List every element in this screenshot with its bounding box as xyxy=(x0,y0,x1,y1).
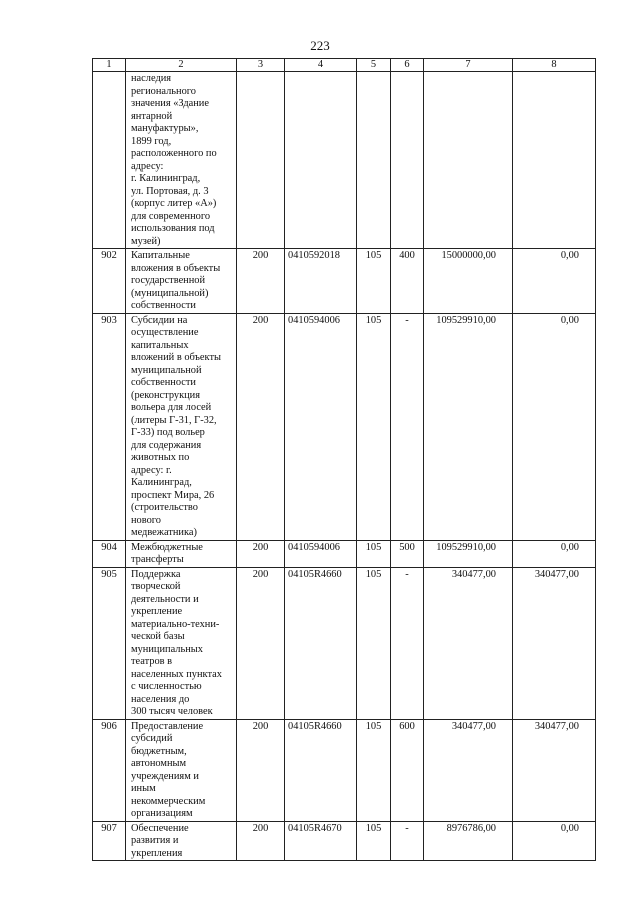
expense-type-cell xyxy=(391,72,424,249)
section-code-cell: 105 xyxy=(357,313,391,540)
expense-type-cell: - xyxy=(391,313,424,540)
amount-cell xyxy=(424,72,513,249)
amount-cell: 0,00 xyxy=(513,540,596,567)
target-code-cell: 0410594006 xyxy=(285,313,357,540)
column-header-row xyxy=(93,59,596,72)
row-number-cell: 907 xyxy=(93,821,126,861)
column-header: 8 xyxy=(513,59,596,72)
code-cell: 200 xyxy=(237,540,285,567)
row-number-cell: 906 xyxy=(93,719,126,821)
item-name-cell: Поддержка творческой деятельности и укрепление материально-техни- ческой базы муниципальных театров в населенных пунктах с численностью населения до 300 тысяч человек xyxy=(126,567,237,719)
target-code-cell: 04105R4660 xyxy=(285,719,357,821)
expense-type-cell: - xyxy=(391,567,424,719)
amount-cell: 340477,00 xyxy=(513,719,596,821)
code-cell: 200 xyxy=(237,313,285,540)
budget-table xyxy=(92,58,596,861)
amount-cell: 340477,00 xyxy=(424,719,513,821)
row-number-cell: 903 xyxy=(93,313,126,540)
section-code-cell: 105 xyxy=(357,540,391,567)
table-row xyxy=(93,821,596,861)
column-header: 1 xyxy=(93,59,126,72)
code-cell: 200 xyxy=(237,567,285,719)
amount-cell: 109529910,00 xyxy=(424,540,513,567)
amount-cell: 340477,00 xyxy=(513,567,596,719)
item-name-cell: Предоставление субсидий бюджетным, автономным учреждениям и иным некоммерческим организациям xyxy=(126,719,237,821)
section-code-cell xyxy=(357,72,391,249)
column-header: 5 xyxy=(357,59,391,72)
amount-cell: 0,00 xyxy=(513,249,596,314)
row-number-cell xyxy=(93,72,126,249)
amount-cell: 15000000,00 xyxy=(424,249,513,314)
amount-cell: 109529910,00 xyxy=(424,313,513,540)
column-header: 4 xyxy=(285,59,357,72)
item-name-cell: Субсидии на осуществление капитальных вложений в объекты муниципальной собственности (реконструкция вольера для лосей (литеры Г-31, Г-32, Г-33) под вольер для содержания животных по адресу: г. Калининград, проспект Мира, 26 (строительство нового медвежатника) xyxy=(126,313,237,540)
item-name-cell: наследия регионального значения «Здание янтарной мануфактуры», 1899 год, расположенного по адресу: г. Калининград, ул. Портовая, д. 3 (корпус литер «А») для современного использования под музей) xyxy=(126,72,237,249)
column-header: 6 xyxy=(391,59,424,72)
table-row xyxy=(93,313,596,540)
target-code-cell: 0410594006 xyxy=(285,540,357,567)
amount-cell: 340477,00 xyxy=(424,567,513,719)
item-name-cell: Межбюджетные трансферты xyxy=(126,540,237,567)
target-code-cell: 0410592018 xyxy=(285,249,357,314)
table-row xyxy=(93,540,596,567)
row-number-cell: 902 xyxy=(93,249,126,314)
section-code-cell: 105 xyxy=(357,821,391,861)
expense-type-cell: 600 xyxy=(391,719,424,821)
table-row xyxy=(93,567,596,719)
column-header: 7 xyxy=(424,59,513,72)
code-cell: 200 xyxy=(237,719,285,821)
expense-type-cell: - xyxy=(391,821,424,861)
column-header: 3 xyxy=(237,59,285,72)
table-row xyxy=(93,719,596,821)
code-cell xyxy=(237,72,285,249)
item-name-cell: Обеспечение развития и укрепления xyxy=(126,821,237,861)
target-code-cell: 04105R4660 xyxy=(285,567,357,719)
section-code-cell: 105 xyxy=(357,719,391,821)
table-row xyxy=(93,249,596,314)
page-number: 223 xyxy=(310,38,330,53)
amount-cell: 8976786,00 xyxy=(424,821,513,861)
amount-cell: 0,00 xyxy=(513,313,596,540)
expense-type-cell: 400 xyxy=(391,249,424,314)
table-row xyxy=(93,72,596,249)
target-code-cell xyxy=(285,72,357,249)
item-name-cell: Капитальные вложения в объекты государственной (муниципальной) собственности xyxy=(126,249,237,314)
row-number-cell: 905 xyxy=(93,567,126,719)
row-number-cell: 904 xyxy=(93,540,126,567)
amount-cell xyxy=(513,72,596,249)
code-cell: 200 xyxy=(237,821,285,861)
amount-cell: 0,00 xyxy=(513,821,596,861)
code-cell: 200 xyxy=(237,249,285,314)
target-code-cell: 04105R4670 xyxy=(285,821,357,861)
column-header: 2 xyxy=(126,59,237,72)
expense-type-cell: 500 xyxy=(391,540,424,567)
section-code-cell: 105 xyxy=(357,567,391,719)
section-code-cell: 105 xyxy=(357,249,391,314)
